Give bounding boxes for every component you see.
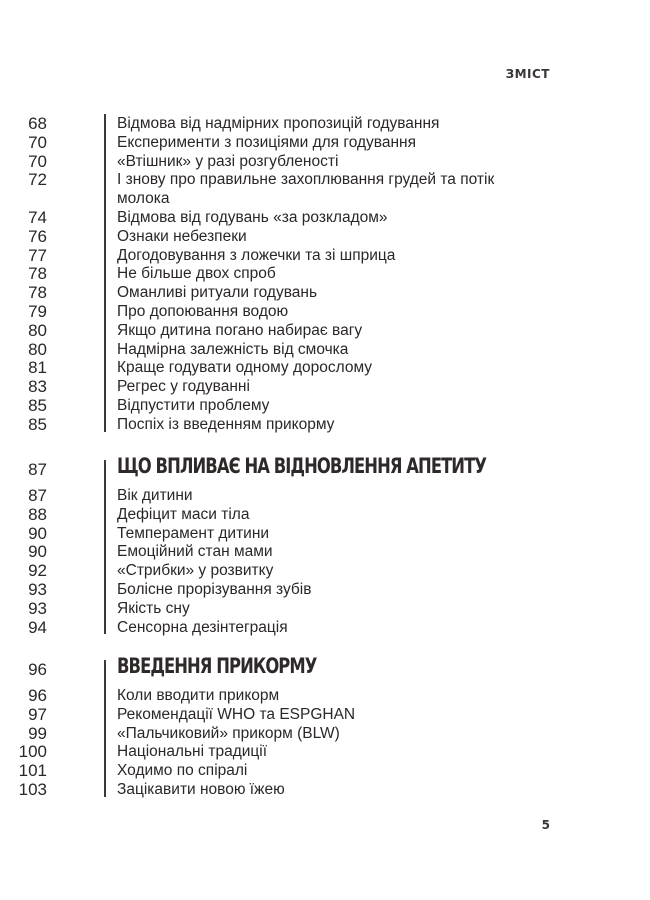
toc-entry[interactable] <box>0 561 600 580</box>
toc-page-number: 76 <box>28 226 47 246</box>
toc-page-number: 78 <box>28 264 47 284</box>
toc-page-number: 100 <box>18 742 47 762</box>
toc-page-number: 83 <box>28 377 47 397</box>
toc-entry[interactable] <box>0 358 600 377</box>
toc-entry[interactable] <box>0 302 600 321</box>
toc-entry-title: Про допоювання водою <box>117 303 289 320</box>
toc-page-number: 70 <box>28 151 47 171</box>
toc-page-number: 85 <box>28 396 47 415</box>
toc-page-number: 80 <box>28 320 47 340</box>
toc-entry[interactable] <box>0 524 600 543</box>
toc-page-number: 77 <box>28 245 47 265</box>
toc-entry-title: Вік дитини <box>117 487 193 504</box>
toc-entry[interactable] <box>0 246 600 265</box>
toc-page-number: 92 <box>28 561 47 581</box>
toc-entry-title: І знову про правильне захоплювання грудей та потік молока <box>117 171 495 208</box>
toc-entry-title: Болісне прорізування зубів <box>117 581 312 598</box>
toc-entry[interactable] <box>0 599 600 618</box>
toc-entry[interactable] <box>0 618 600 637</box>
toc-entry-title: Надмірна залежність від смочка <box>117 340 349 358</box>
toc-entry-title: ВВЕДЕННЯ ПРИКОРМУ <box>117 654 317 678</box>
toc-page-number: 96 <box>28 660 47 679</box>
toc-entry-title: Відмова від годувань «за розкладом» <box>117 209 388 226</box>
toc-entry[interactable] <box>0 780 600 799</box>
toc-page-number: 85 <box>28 414 47 434</box>
toc-entry[interactable] <box>0 686 600 705</box>
toc-entry[interactable] <box>0 170 600 208</box>
running-head: ЗМІСТ <box>505 67 550 81</box>
toc-section-heading[interactable] <box>0 454 600 479</box>
toc-page-number: 97 <box>28 704 47 724</box>
toc-entry[interactable] <box>0 742 600 761</box>
toc-page-number: 74 <box>28 208 47 227</box>
toc-entry[interactable] <box>0 283 600 302</box>
toc-entry-title: Догодовування з ложечки та зі шприца <box>117 246 396 264</box>
toc-entry[interactable] <box>0 542 600 561</box>
toc-page-number: 90 <box>28 542 47 562</box>
toc-entry[interactable] <box>0 505 600 524</box>
toc-page-number: 90 <box>28 523 47 543</box>
toc-page-number: 101 <box>18 761 47 781</box>
toc-section-heading[interactable] <box>0 654 600 679</box>
toc-page-number: 88 <box>28 504 47 524</box>
toc-entry-title: Регрес у годуванні <box>117 378 250 396</box>
toc-entry-title: Емоційний стан мами <box>117 543 273 561</box>
toc-entry[interactable] <box>0 486 600 505</box>
toc-entry-title: Відмова від надмірних пропозицій годування <box>117 115 440 132</box>
toc-entry[interactable] <box>0 340 600 359</box>
toc-page-number: 81 <box>28 358 47 378</box>
toc-page-number: 93 <box>28 598 47 618</box>
toc-entry-title: Дефіцит маси тіла <box>117 505 250 523</box>
toc-entry[interactable] <box>0 724 600 743</box>
toc-entry-title: Поспіх із введенням прикорму <box>117 415 335 433</box>
page-number: 5 <box>541 818 550 832</box>
toc-entry[interactable] <box>0 264 600 283</box>
toc-entry-title: «Пальчиковий» прикорм (BLW) <box>117 724 340 742</box>
toc-entry-title: ЩО ВПЛИВАЄ НА ВІДНОВЛЕННЯ АПЕТИТУ <box>117 454 487 478</box>
toc-entry-title: Рекомендації WHO та ESPGHAN <box>117 705 356 723</box>
toc-entry[interactable] <box>0 761 600 780</box>
toc-page-number: 78 <box>28 283 47 303</box>
toc-entry-title: Якщо дитина погано набирає вагу <box>117 321 363 339</box>
toc-page-number: 79 <box>28 302 47 321</box>
toc-entry-title: Ознаки небезпеки <box>117 227 247 245</box>
toc-entry-title: Якість сну <box>117 599 190 617</box>
toc-page-number: 99 <box>28 723 47 743</box>
toc-entry[interactable] <box>0 377 600 396</box>
toc-entry[interactable] <box>0 580 600 599</box>
toc-page-number: 80 <box>28 339 47 359</box>
toc-entry-title: Коли вводити прикорм <box>117 687 280 704</box>
toc-entry-title: Краще годувати одному дорослому <box>117 359 373 377</box>
toc-entry[interactable] <box>0 133 600 152</box>
toc-entry-title: Національні традиції <box>117 743 268 761</box>
toc-entry[interactable] <box>0 114 600 133</box>
toc-page-number: 72 <box>28 170 47 190</box>
toc-entry-title: Темперамент дитини <box>117 524 270 542</box>
toc-entry-title: «Втішник» у разі розгубленості <box>117 152 339 170</box>
toc-entry[interactable] <box>0 705 600 724</box>
toc-page-number: 103 <box>18 780 47 799</box>
toc-entry-title: Сенсорна дезінтеграція <box>117 618 288 636</box>
toc-page-number: 96 <box>28 686 47 705</box>
toc-entry-title: Оманливі ритуали годувань <box>117 284 318 302</box>
toc-page-number: 87 <box>28 460 47 479</box>
toc-page-number: 68 <box>28 114 47 133</box>
toc-entry[interactable] <box>0 208 600 227</box>
toc-entry-title: «Стрибки» у розвитку <box>117 562 274 580</box>
toc-entry[interactable] <box>0 396 600 415</box>
toc-entry-title: Експерименти з позиціями для годування <box>117 133 416 151</box>
toc-entry-title: Відпустити проблему <box>117 397 270 414</box>
toc-page-number: 93 <box>28 580 47 599</box>
toc-entry[interactable] <box>0 321 600 340</box>
toc-page-number: 94 <box>28 617 47 637</box>
toc-page-number: 70 <box>28 132 47 152</box>
toc-entry[interactable] <box>0 152 600 171</box>
toc-entry[interactable] <box>0 415 600 434</box>
toc-entry[interactable] <box>0 227 600 246</box>
toc-entry-title: Ходимо по спіралі <box>117 762 248 780</box>
toc-entry-title: Зацікавити новою їжею <box>117 781 285 798</box>
toc-entry-title: Не більше двох спроб <box>117 265 276 283</box>
toc-page-number: 87 <box>28 486 47 505</box>
